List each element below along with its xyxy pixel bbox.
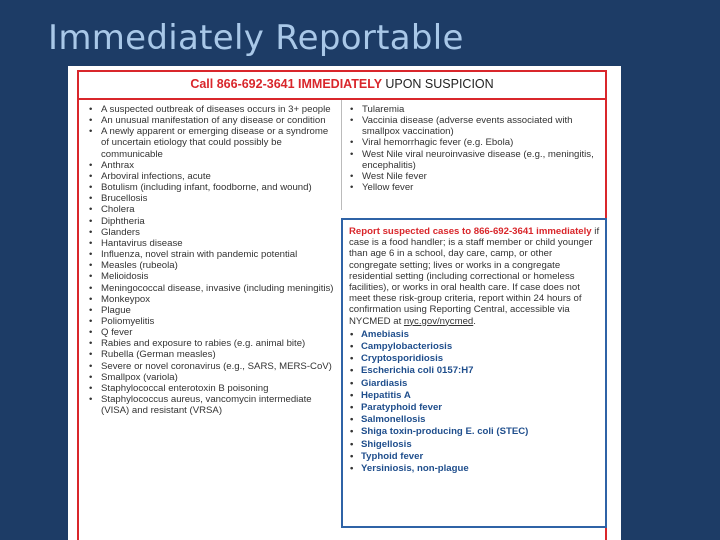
list-item: • Monkeypox (88, 294, 336, 305)
list-item: • Glanders (88, 227, 336, 238)
list-item: • Shigellosis (349, 439, 601, 451)
list-item: • Hepatitis A (349, 390, 601, 402)
list-item: • Vaccinia disease (adverse events associated with smallpox vaccination) (349, 115, 604, 137)
list-item: • Typhoid fever (349, 451, 601, 463)
box-instructions-end: . (473, 315, 476, 327)
list-item: • Measles (rubeola) (88, 260, 336, 271)
list-item: • Meningococcal disease, invasive (including meningitis) (88, 283, 336, 294)
box-instructions (349, 226, 601, 327)
list-item: • Arboviral infections, acute (88, 171, 336, 182)
list-item: • Smallpox (variola) (88, 372, 336, 383)
list-item: • West Nile viral neuroinvasive disease (e.g., meningitis, encephalitis) (349, 149, 604, 171)
list-item: • Yersiniosis, non-plague (349, 463, 601, 475)
list-item: • Shiga toxin-producing E. coli (STEC) (349, 426, 601, 438)
list-item: • Brucellosis (88, 193, 336, 204)
list-item: • Severe or novel coronavirus (e.g., SARS, MERS-CoV) (88, 361, 336, 372)
list-item: • West Nile fever (349, 171, 604, 182)
list-item: • Tularemia (349, 104, 604, 115)
list-item: • Botulism (including infant, foodborne, and wound) (88, 182, 336, 193)
column-divider (341, 100, 342, 210)
list-item: • Giardiasis (349, 378, 601, 390)
left-disease-list (88, 104, 336, 416)
list-item: • Q fever (88, 327, 336, 338)
right-disease-list (349, 104, 604, 193)
list-item: • Rabies and exposure to rabies (e.g. animal bite) (88, 338, 336, 349)
list-item: • Cholera (88, 204, 336, 215)
slide-title: Immediately Reportable (48, 18, 464, 58)
document-header (79, 72, 605, 100)
conditional-report-box (341, 218, 607, 528)
list-item: • Paratyphoid fever (349, 402, 601, 414)
list-item: • Influenza, novel strain with pandemic potential (88, 249, 336, 260)
box-disease-list (349, 329, 601, 475)
list-item: • Hantavirus disease (88, 238, 336, 249)
list-item: • Anthrax (88, 160, 336, 171)
list-item: • Cryptosporidiosis (349, 353, 601, 365)
box-instructions-emphasis: Report suspected cases to 866-692-3641 immediately (349, 226, 592, 237)
list-item: • Diphtheria (88, 216, 336, 227)
header-call-number: Call 866-692-3641 IMMEDIATELY (190, 77, 382, 91)
list-item: • Campylobacteriosis (349, 341, 601, 353)
list-item: • Viral hemorrhagic fever (e.g. Ebola) (349, 137, 604, 148)
list-item: • Plague (88, 305, 336, 316)
list-item: • Poliomyelitis (88, 316, 336, 327)
list-item: • Melioidosis (88, 271, 336, 282)
list-item: • Staphylococcal enterotoxin B poisoning (88, 383, 336, 394)
list-item: • Salmonellosis (349, 414, 601, 426)
nycmed-link[interactable]: nyc.gov/nycmed (403, 315, 474, 327)
list-item: • A newly apparent or emerging disease or a syndrome of uncertain etiology that could possibly be communicable (88, 126, 336, 159)
reportable-diseases-document (68, 66, 621, 540)
document-frame (77, 70, 607, 540)
box-instructions-body: if case is a food handler; is a staff member or child younger than age 6 in a school, day care, camp, or other congregate setting; lives or works in a congregate residential setting (including correctional or homeless facilities), or works in oral health care. If case does not meet these risk-group criteria, report within 24 hours of confirmation using Reporting Central, accessible via NYCMED at (349, 226, 600, 327)
list-item: • Amebiasis (349, 329, 601, 341)
header-suffix: UPON SUSPICION (385, 77, 494, 91)
list-item: • Staphylococcus aureus, vancomycin intermediate (VISA) and resistant (VRSA) (88, 394, 336, 416)
list-item: • An unusual manifestation of any disease or condition (88, 115, 336, 126)
list-item: • Rubella (German measles) (88, 349, 336, 360)
list-item: • A suspected outbreak of diseases occurs in 3+ people (88, 104, 336, 115)
list-item: • Escherichia coli 0157:H7 (349, 365, 601, 377)
list-item: • Yellow fever (349, 182, 604, 193)
